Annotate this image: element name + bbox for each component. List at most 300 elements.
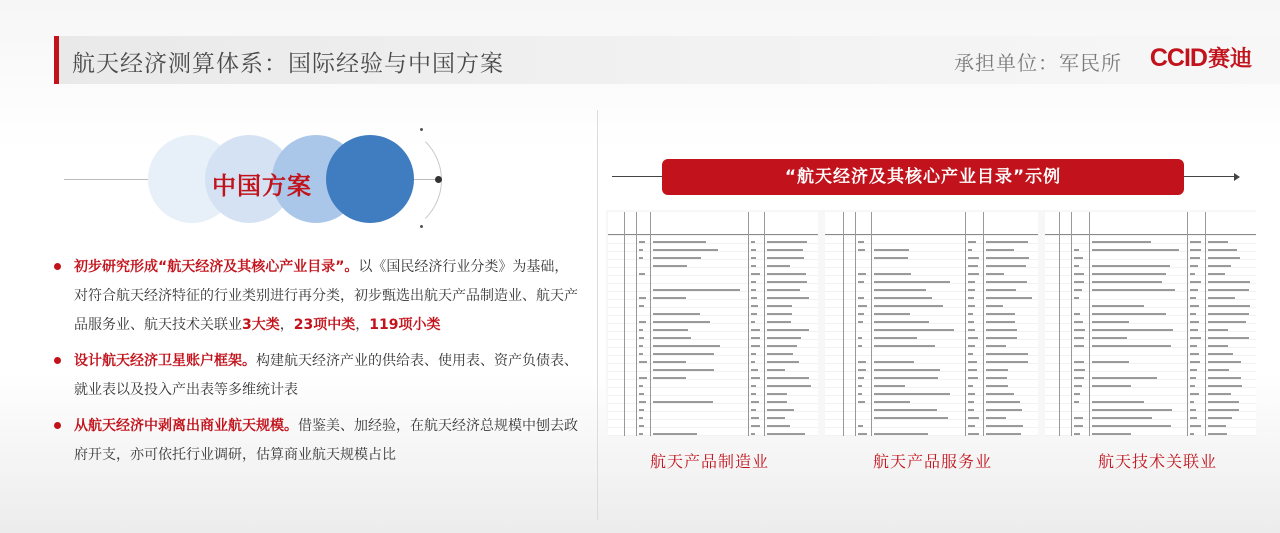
table-text-line [751,289,756,291]
table-text-line [1092,321,1129,323]
table-text-line [653,321,710,323]
table-text-line [639,377,647,379]
table-text-line [1190,273,1195,275]
table-text-line [968,257,979,259]
table-text-line [1208,353,1233,355]
table-text-line [1190,417,1197,419]
table-text-line [1208,305,1250,307]
table-header [1045,212,1256,235]
table-text-line [751,297,757,299]
table-text-line [751,353,756,355]
header-accent-bar [54,36,59,84]
table-column-rule [1187,212,1188,436]
table-text-line [986,313,1015,315]
table-text-line [986,401,1020,403]
table-text-line [767,361,799,363]
table-text-line [874,329,954,331]
table-text-line [1074,425,1083,427]
table-text-line [639,337,644,339]
table-text-line [751,249,756,251]
table-text-line [639,329,643,331]
category-label-services: 航天产品服务业 [873,452,993,471]
table-text-line [751,305,758,307]
table-text-line [1190,433,1194,435]
table-text-line [986,353,1028,355]
table-text-line [653,289,740,291]
table-text-line [986,257,1029,259]
table-text-line [986,385,1008,387]
table-text-line [751,393,756,395]
table-text-line [751,313,757,315]
table-text-line [968,393,975,395]
table-column-rule [624,212,625,436]
table-text-line [968,273,979,275]
table-text-line [874,361,914,363]
catalog-table-services [825,212,1038,436]
organization-label: 承担单位：军民所 [954,51,1122,75]
table-text-line [1208,265,1231,267]
table-column-rule [983,212,984,436]
table-text-line [968,329,975,331]
table-text-line [1092,409,1172,411]
table-text-line [968,361,977,363]
table-text-line [653,377,686,379]
table-text-line [1208,409,1239,411]
table-text-line [653,313,700,315]
table-column-rule [764,212,765,436]
table-text-line [767,289,800,291]
table-text-line [986,265,1026,267]
table-text-line [639,321,646,323]
table-text-line [1092,401,1144,403]
table-text-line [767,305,792,307]
table-text-line [1190,265,1198,267]
table-text-line [767,401,787,403]
table-text-line [874,321,929,323]
table-text-line [1190,289,1198,291]
table-text-line [1092,281,1162,283]
table-text-line [653,433,697,435]
table-text-line [858,377,864,379]
table-text-line [858,385,862,387]
table-text-line [874,297,932,299]
table-text-line [1074,385,1082,387]
table-column-rule [748,212,749,436]
table-text-line [1190,321,1199,323]
table-text-line [1092,273,1166,275]
table-text-line [639,393,644,395]
table-text-line [1190,425,1201,427]
separator: ， [355,317,370,333]
table-text-line [968,417,979,419]
arc-dot-top [420,128,423,131]
table-text-line [968,425,975,427]
table-text-line [639,305,644,307]
table-text-line [986,369,1008,371]
table-text-line [1190,393,1199,395]
table-text-line [1208,241,1228,243]
table-text-line [653,297,686,299]
table-text-line [653,369,714,371]
table-text-line [767,241,807,243]
table-text-line [751,433,755,435]
table-text-line [767,257,804,259]
table-text-line [1190,345,1197,347]
table-text-line [767,377,809,379]
table-text-line [986,417,1006,419]
table-text-line [986,289,1016,291]
table-text-line [639,241,645,243]
table-text-line [1208,321,1246,323]
table-text-line [858,369,866,371]
table-text-line [1208,401,1239,403]
table-text-line [986,305,1003,307]
bullet-lead: 初步研究形成“航天经济及其核心产业目录”。 [74,259,359,275]
table-text-line [986,273,1004,275]
table-text-line [968,337,978,339]
table-text-line [653,329,688,331]
table-text-line [986,433,1021,435]
table-text-line [858,401,865,403]
table-text-line [874,337,917,339]
table-text-line [858,273,866,275]
table-text-line [968,313,973,315]
table-text-line [968,265,978,267]
table-text-line [1208,297,1235,299]
table-text-line [1092,313,1166,315]
table-text-line [1208,329,1228,331]
table-text-line [968,305,975,307]
table-text-line [1208,361,1241,363]
table-text-line [767,417,785,419]
table-column-rule [965,212,966,436]
logo-latin: CCID [1149,44,1207,72]
table-header [608,212,818,235]
timeline-dot [435,176,442,183]
table-text-line [968,249,972,251]
bullet-dot [54,263,61,270]
table-text-line [751,329,760,331]
category-label-related: 航天技术关联业 [1098,452,1218,471]
table-text-line [1092,329,1173,331]
bullet-body: 借鉴美、加经验，在航天经济总规模中刨去政府开支，亦可依托行业调研，估算商业航天规模占比 [74,418,578,463]
table-text-line [986,425,1023,427]
catalog-table-related [1045,212,1256,436]
table-column-rule [1059,212,1060,436]
table-text-line [767,353,793,355]
table-text-line [639,273,645,275]
table-text-line [767,409,794,411]
table-text-line [751,377,760,379]
table-text-line [858,297,864,299]
table-text-line [653,337,691,339]
table-text-line [767,281,807,283]
table-text-line [1092,433,1131,435]
table-text-line [767,321,791,323]
table-text-line [1208,281,1250,283]
table-text-line [767,345,797,347]
table-text-line [858,433,867,435]
table-text-line [1208,249,1237,251]
table-text-line [1074,273,1084,275]
table-text-line [858,305,867,307]
table-text-line [968,353,973,355]
bullet-list [52,253,582,477]
table-text-line [1208,273,1225,275]
bullet-item-commercial-space [52,412,582,470]
table-text-line [767,313,792,315]
table-text-line [1208,257,1240,259]
table-text-line [1074,297,1079,299]
table-text-line [751,321,755,323]
table-text-line [751,337,760,339]
table-text-line [1074,257,1083,259]
table-text-line [639,345,643,347]
table-text-line [767,425,790,427]
table-column-rule [1071,212,1072,436]
table-text-line [1074,249,1079,251]
table-text-line [639,385,643,387]
table-text-line [1208,289,1249,291]
table-text-line [1190,305,1199,307]
table-text-line [1074,369,1085,371]
count-middle: 23项中类 [293,317,356,333]
table-text-line [1190,385,1195,387]
table-text-line [639,433,643,435]
table-text-line [751,257,756,259]
table-text-line [1190,297,1196,299]
table-text-line [874,369,940,371]
table-text-line [1092,417,1152,419]
table-text-line [858,345,862,347]
table-column-rule [855,212,856,436]
table-text-line [751,241,755,243]
bullet-dot [54,357,61,364]
bullet-dot [54,422,61,429]
table-text-line [858,313,864,315]
table-text-line [874,417,948,419]
logo-cn: 赛迪 [1207,47,1252,72]
table-text-line [874,313,910,315]
table-text-line [1208,417,1232,419]
table-text-line [767,297,809,299]
table-text-line [968,241,976,243]
table-text-line [986,321,1015,323]
table-text-line [1190,337,1201,339]
arrow-right-icon [1234,173,1240,181]
table-text-line [1190,249,1201,251]
table-column-rule [871,212,872,436]
table-text-line [874,273,911,275]
table-text-line [751,401,759,403]
table-text-line [1074,377,1084,379]
table-text-line [858,241,864,243]
table-text-line [874,409,937,411]
table-text-line [968,369,977,371]
table-text-line [767,273,806,275]
table-text-line [639,249,643,251]
table-text-line [653,257,701,259]
table-text-line [1074,393,1080,395]
table-text-line [986,297,1032,299]
table-text-line [639,417,643,419]
table-text-line [639,297,646,299]
china-solution-heading: 中国方案 [212,172,312,200]
table-text-line [1092,361,1129,363]
table-text-line [968,433,979,435]
table-column-rule [1089,212,1090,436]
table-text-line [968,401,974,403]
table-text-line [858,393,862,395]
table-column-rule [1205,212,1206,436]
table-text-line [653,249,718,251]
table-text-line [1190,377,1196,379]
table-text-line [1074,313,1080,315]
table-text-line [1208,345,1228,347]
bullet-item-catalog [52,253,582,340]
table-text-line [751,265,756,267]
table-column-rule [650,212,651,436]
table-text-line [751,273,760,275]
table-text-line [1190,409,1196,411]
table-text-line [1074,345,1084,347]
table-text-line [858,321,863,323]
table-text-line [1190,401,1194,403]
table-text-line [1208,337,1249,339]
table-text-line [639,401,646,403]
table-text-line [1074,265,1079,267]
table-text-line [767,329,809,331]
table-text-line [986,281,1027,283]
table-text-line [874,433,928,435]
bullet-lead: 设计航天经济卫星账户框架。 [74,353,256,369]
bullet-body: 构建航天经济产业的供给表、使用表、资产负债表、就业表以及投入产出表等多维统计表 [74,353,578,398]
table-text-line [639,257,643,259]
table-text-line [1092,265,1170,267]
table-text-line [1092,345,1171,347]
table-text-line [1074,417,1083,419]
table-text-line [653,265,687,267]
table-text-line [1074,401,1079,403]
table-text-line [751,281,756,283]
header-band [54,36,1280,84]
table-text-line [1190,353,1199,355]
table-text-line [986,329,1017,331]
table-text-line [767,369,785,371]
catalog-example-ribbon: “航天经济及其核心产业目录”示例 [662,159,1184,195]
bullet-body: 以《国民经济行业分类》为基础，对符合航天经济特征的行业类别进行再分类，初步甄选出航天产品制造业、航天产品服务业、航天技术关联业 [74,259,578,333]
table-text-line [767,249,803,251]
bullet-item-satellite-account [52,347,582,405]
table-text-line [1092,241,1151,243]
table-text-line [968,385,973,387]
table-text-line [767,337,801,339]
table-text-line [1092,337,1127,339]
table-text-line [874,289,926,291]
table-text-line [1092,425,1171,427]
table-text-line [1190,313,1196,315]
ccid-logo [1150,42,1252,73]
table-text-line [1092,249,1179,251]
table-text-line [767,265,790,267]
table-text-line [1190,241,1201,243]
table-text-line [874,281,950,283]
decor-arc [330,125,442,235]
table-text-line [1092,385,1131,387]
table-text-line [1074,321,1083,323]
table-text-line [986,337,1017,339]
table-text-line [1074,329,1085,331]
table-text-line [751,425,760,427]
table-text-line [1092,289,1175,291]
table-text-line [874,377,938,379]
table-text-line [1208,425,1226,427]
table-text-line [751,417,759,419]
table-text-line [653,353,714,355]
table-text-line [653,361,686,363]
table-text-line [1074,433,1080,435]
table-text-line [858,337,862,339]
table-text-line [986,345,1006,347]
table-text-line [874,257,908,259]
table-text-line [1208,433,1227,435]
table-text-line [1190,257,1200,259]
table-text-line [874,401,910,403]
table-text-line [653,345,720,347]
table-text-line [639,425,644,427]
table-text-line [1074,281,1084,283]
table-text-line [1190,329,1198,331]
table-text-line [1074,361,1084,363]
table-text-line [653,401,713,403]
table-text-line [874,249,909,251]
table-text-line [874,345,935,347]
table-text-line [968,281,975,283]
table-text-line [1190,361,1200,363]
table-text-line [639,361,647,363]
catalog-table-manufacturing [608,212,818,436]
table-text-line [1190,281,1201,283]
table-text-line [986,393,1014,395]
table-text-line [767,385,811,387]
table-text-line [986,241,1028,243]
table-text-line [653,241,706,243]
table-text-line [986,409,1022,411]
table-text-line [1190,369,1197,371]
table-text-line [1208,369,1229,371]
table-text-line [874,305,943,307]
table-text-line [968,377,978,379]
table-text-line [1092,377,1157,379]
table-text-line [874,393,950,395]
count-minor: 119项小类 [369,317,441,333]
vertical-divider [597,110,598,520]
table-text-line [858,281,864,283]
table-text-line [1074,337,1084,339]
table-text-line [1208,393,1231,395]
table-header [825,212,1038,235]
table-text-line [767,433,805,435]
category-label-manufacturing: 航天产品制造业 [650,452,770,471]
table-text-line [1092,305,1144,307]
table-text-line [639,353,643,355]
page-title: 航天经济测算体系：国际经验与中国方案 [72,51,504,77]
table-text-line [968,289,975,291]
table-text-line [751,385,756,387]
table-text-line [968,297,974,299]
table-text-line [968,409,974,411]
table-text-line [858,249,865,251]
